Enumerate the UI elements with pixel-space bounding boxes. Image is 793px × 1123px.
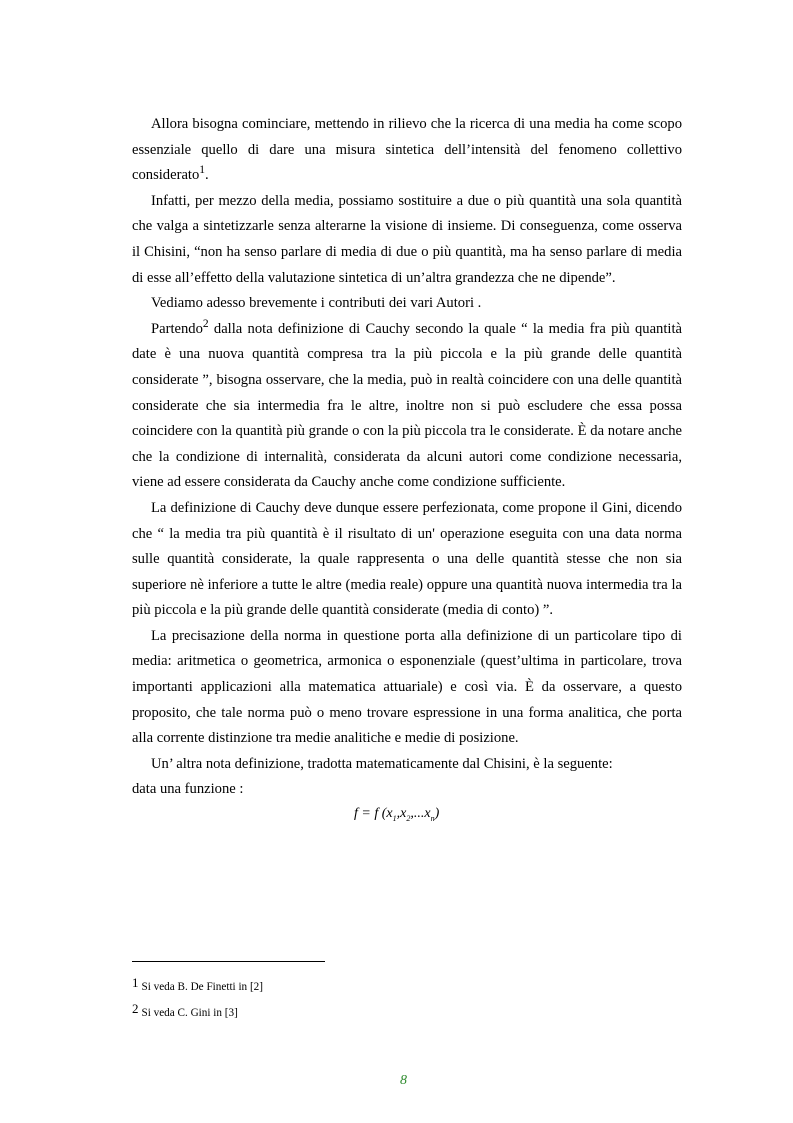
footnote-2: 2 Si veda C. Gini in [3] — [132, 1001, 238, 1019]
body-text — [132, 112, 682, 803]
paragraph-data-funzione: data una funzione : — [132, 781, 244, 798]
footnotes — [132, 972, 263, 1024]
footnote-1: 1 Si veda B. De Finetti in [2] — [132, 975, 263, 993]
footnote-ref-2: 2 — [202, 317, 209, 330]
paragraph-gini-definition: La definizione di Cauchy deve dunque essere perfezionata, come propone il Gini, dicendo che “ la media tra più quantità è il risultato di un' operazione eseguita con una data norma sulle quantità considerate, la quale rappresenta o una delle quantità stesse che non sia superiore nè inferiore a tutte le altre (media reale) oppure una quantità nuova intermedia tra la più piccola e la più grande delle quantità considerate (media di conto) ”. — [132, 499, 682, 619]
page-number: 8 — [400, 1073, 407, 1088]
footnote-ref-1: 1 — [199, 164, 206, 177]
footnote-divider — [132, 961, 325, 962]
formula: f = f $(x_1,x_2,...x_n)$ — [354, 806, 440, 823]
paragraph-norma: La precisazione della norma in questione porta alla definizione di un particolare tipo di media: aritmetica o geometrica, armonica o esponenziale (quest’ultima in particolare, trova importanti applicazioni alla matematica attuariale) e così via. È da osservare, a questo proposito, che tale norma può o meno trovare espressione in una forma analitica, che porta alla corrente distinzione tra medie analitiche e medie di posizione. — [132, 627, 682, 747]
paragraph-altra-definizione: Un’ altra nota definizione, tradotta matematicamente dal Chisini, è la seguente: — [151, 755, 613, 772]
paragraph-chisini-quote: Infatti, per mezzo della media, possiamo sostituire a due o più quantità una sola quantità che valga a sintetizzarle senza alterarne la visione di insieme. Di conseguenza, come osserva il Chisini, “non ha senso parlare di media di due o più quantità, ma ha senso parlare di media di esse all’effetto della valutazione sintetica di un’altra grandezza che ne dipende”. — [132, 192, 682, 286]
paragraph-cauchy-definition: Partendo$^2$ dalla nota definizione di Cauchy secondo la quale “ la media fra più quantità date è una nuova quantità compresa tra la più piccola e la più grande delle quantità considerate ”, bisogna osservare, che la media, può in realtà coincidere con una delle quantità considerate che sia intermedia fra le altre, inoltre non si può escludere che essa possa coincidere con la quantità più grande o con la più piccola tra le considerate. È da notare anche che la condizione di internalità, considerata da alcuni autori come condizione necessaria, viene ad essere considerata da Cauchy anche come condizione sufficiente. — [132, 317, 682, 491]
paragraph-contributi: Vediamo adesso brevemente i contributi dei vari Autori . — [151, 295, 482, 312]
paragraph-media-scope: Allora bisogna cominciare, mettendo in rilievo che la ricerca di una media ha come scopo essenziale quello di dare una misura sintetica dell’intensità del fenomeno collettivo considerato$^1$. — [132, 116, 682, 184]
